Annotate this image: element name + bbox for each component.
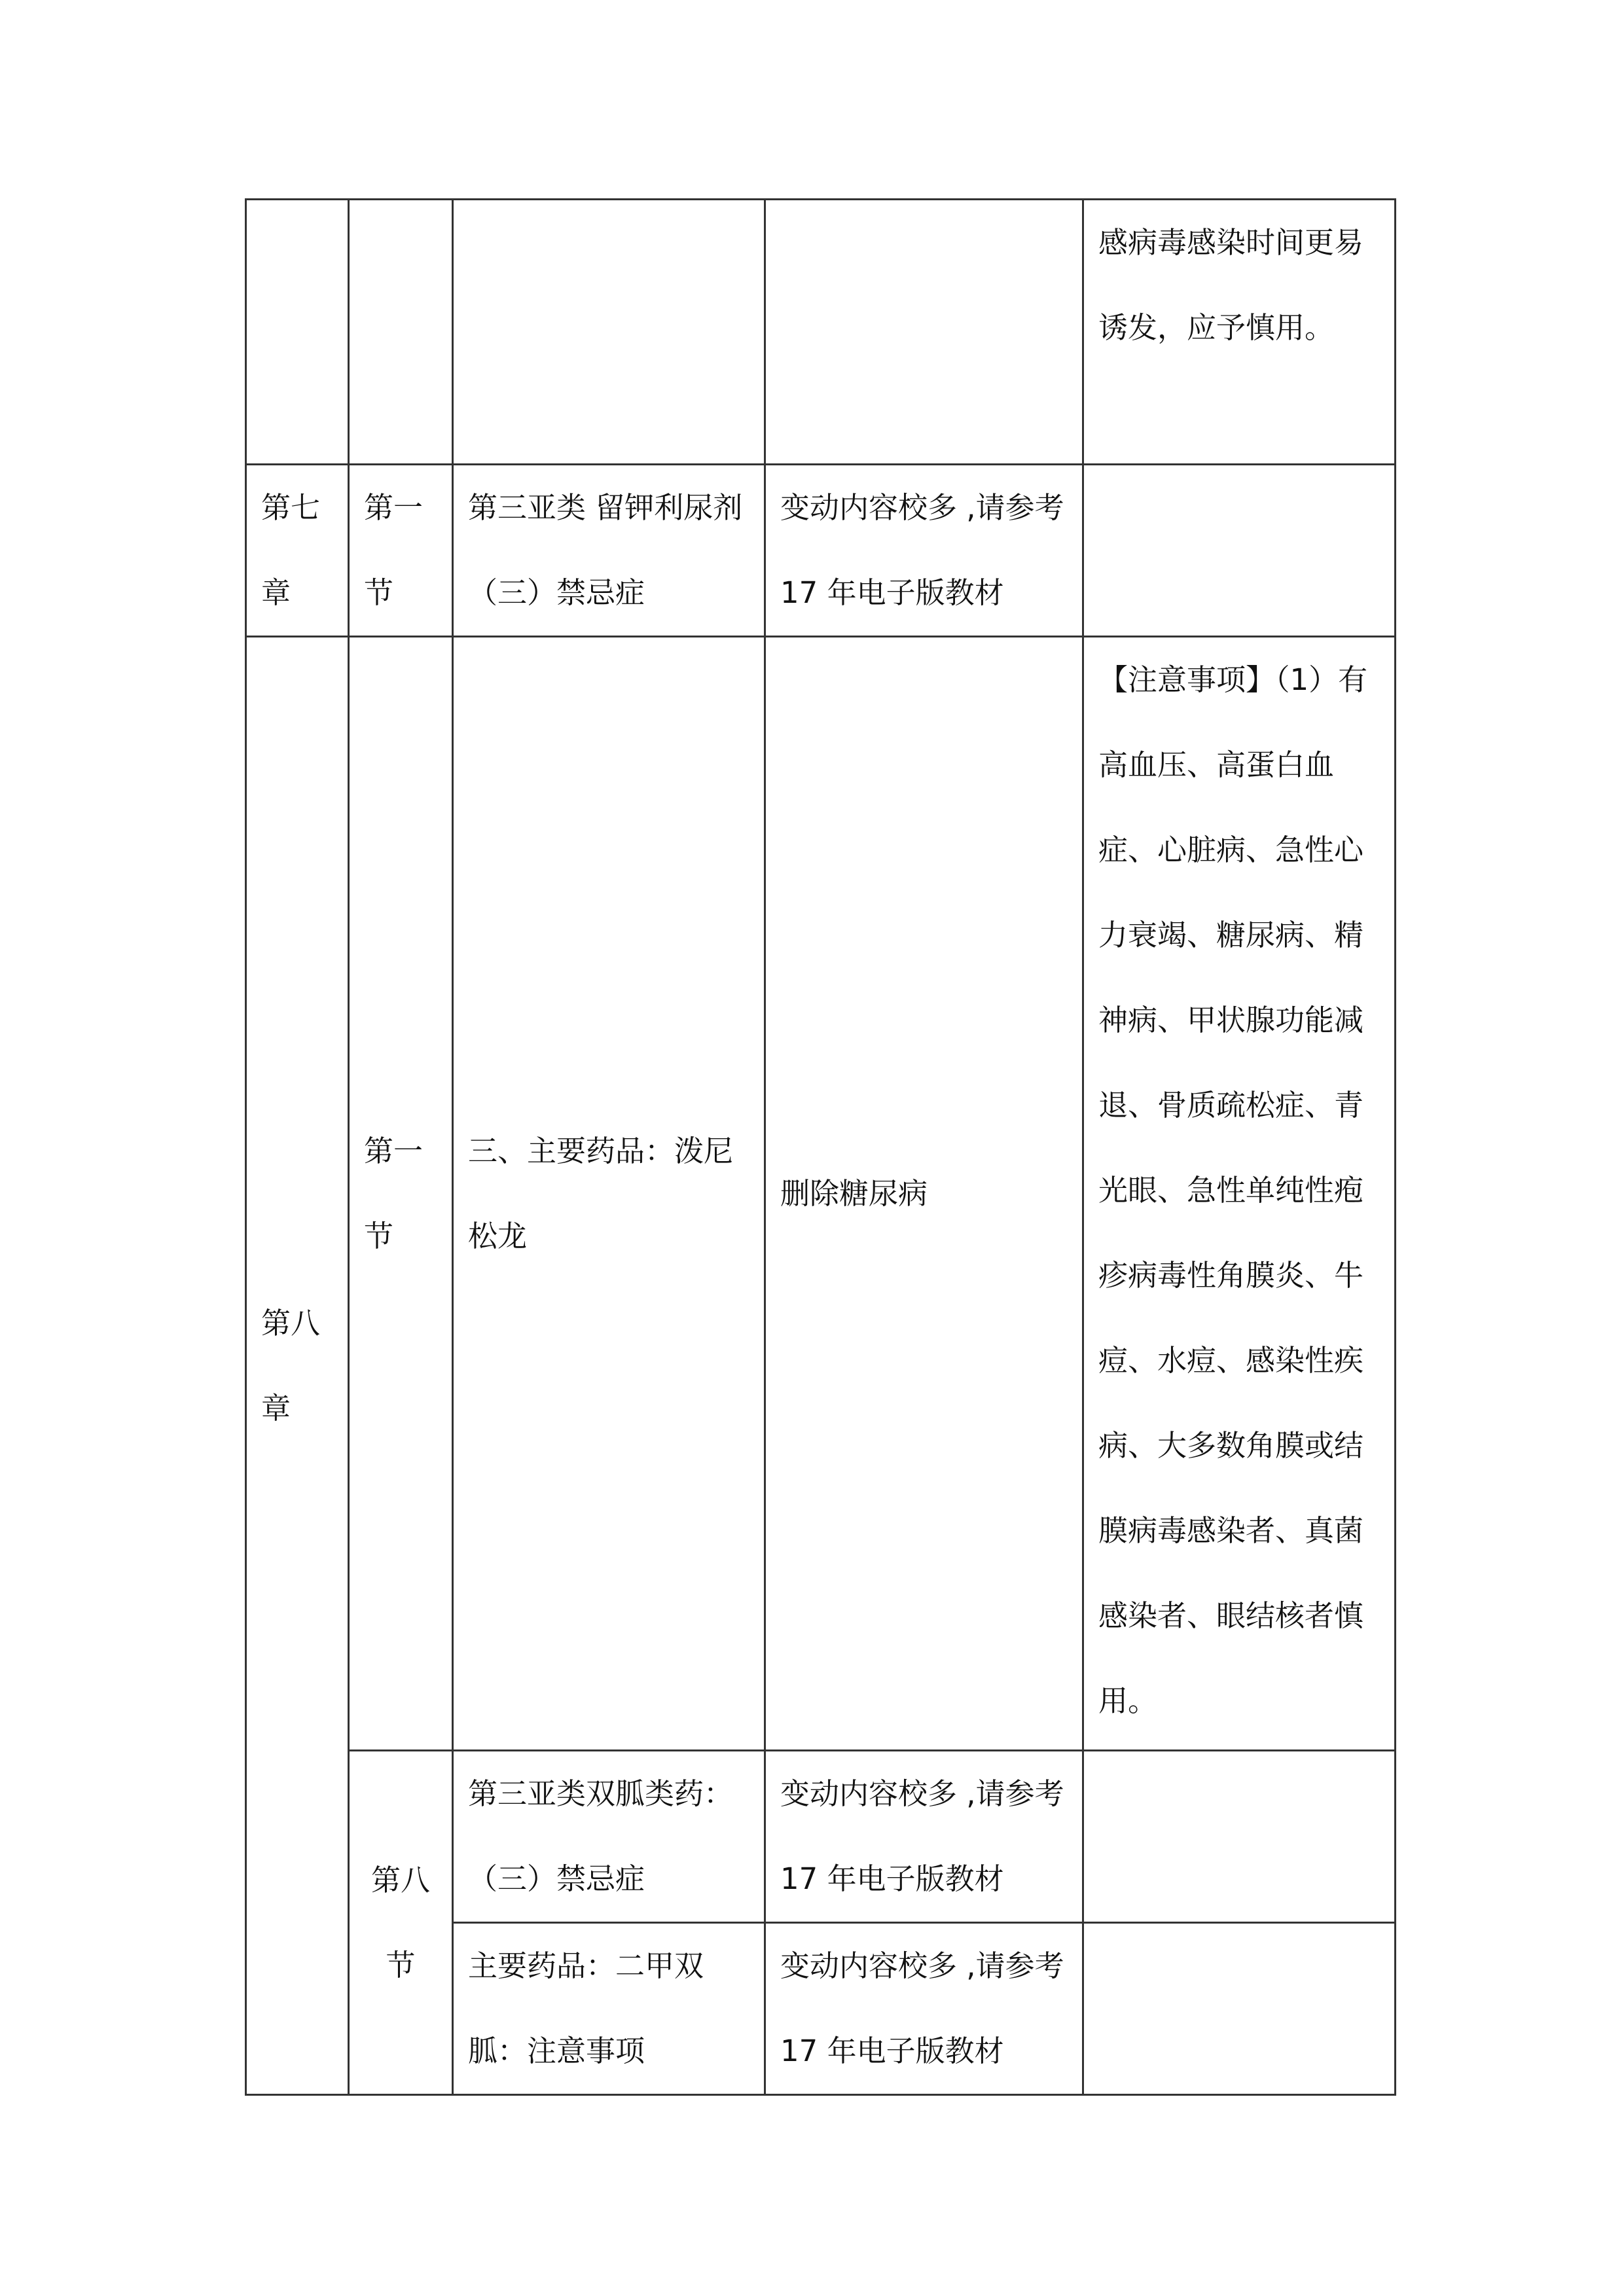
document-table [245, 198, 1396, 2096]
table-row [246, 465, 1396, 637]
change-cell [765, 200, 1083, 465]
table-row [246, 200, 1396, 465]
content-cell [453, 200, 765, 465]
content-cell: 三、主要药品：泼尼松龙 [453, 637, 765, 1751]
chapter-cell: 第八章 [246, 637, 349, 2095]
chapter-cell [246, 200, 349, 465]
table-row [246, 637, 1396, 1751]
content-cell: 第三亚类 留钾利尿剂（三）禁忌症 [453, 465, 765, 637]
note-cell [1083, 1751, 1396, 1923]
note-cell: 感病毒感染时间更易诱发，应予慎用。 [1083, 200, 1396, 465]
note-cell: 【注意事项】（1）有高血压、高蛋白血症、心脏病、急性心力衰竭、糖尿病、精神病、甲状腺功能减退、骨质疏松症、青光眼、急性单纯性疱疹病毒性角膜炎、牛痘、水痘、感染性疾病、大多数角膜或结膜病毒感染者、真菌感染者、眼结核者慎用。 [1083, 637, 1396, 1751]
content-cell: 第三亚类双胍类药：（三）禁忌症 [453, 1751, 765, 1923]
change-cell: 变动内容校多 ,请参考 17 年电子版教材 [765, 1751, 1083, 1923]
change-cell: 删除糖尿病 [765, 637, 1083, 1751]
chapter-cell: 第七章 [246, 465, 349, 637]
section-cell: 第一节 [349, 637, 453, 1751]
note-cell [1083, 1923, 1396, 2095]
content-cell: 主要药品：二甲双胍：注意事项 [453, 1923, 765, 2095]
section-cell: 第一节 [349, 465, 453, 637]
change-cell: 变动内容校多 ,请参考 17 年电子版教材 [765, 465, 1083, 637]
table-row [246, 1751, 1396, 1923]
section-cell [349, 200, 453, 465]
section-cell: 第八节 [349, 1751, 453, 2095]
change-cell: 变动内容校多 ,请参考 17 年电子版教材 [765, 1923, 1083, 2095]
note-cell [1083, 465, 1396, 637]
